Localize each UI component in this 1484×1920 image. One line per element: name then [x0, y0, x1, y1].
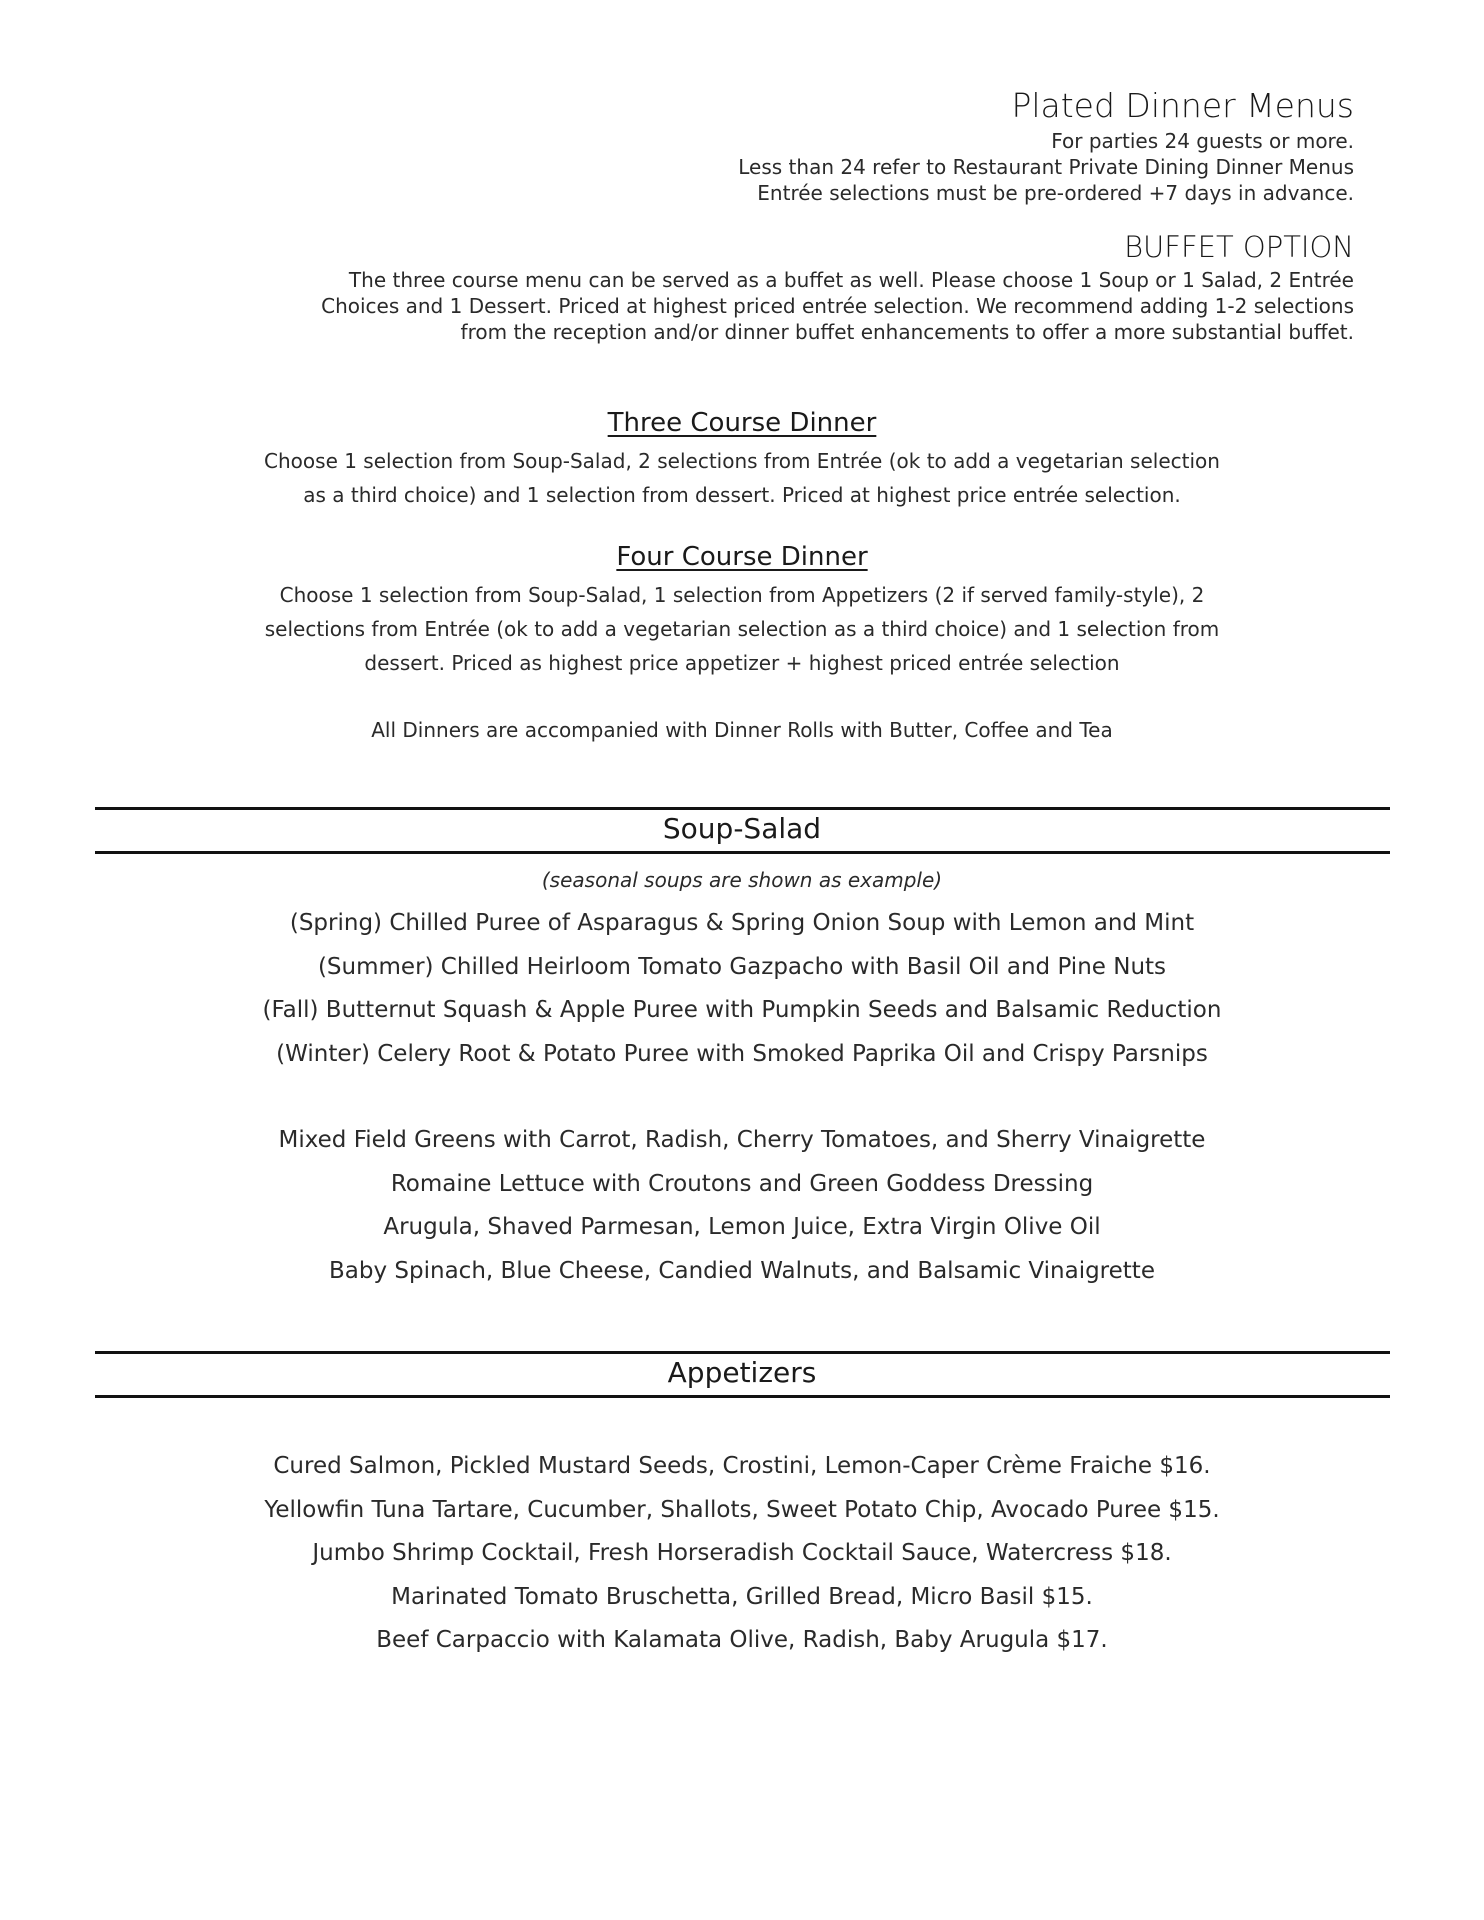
four-course-block	[0, 542, 1484, 680]
salad-list	[0, 1119, 1484, 1293]
section-divider	[95, 851, 1390, 854]
three-course-line: as a third choice) and 1 selection from dessert. Priced at highest price entrée selection.	[303, 483, 1181, 507]
three-course-block	[0, 408, 1484, 512]
list-item: Beef Carpaccio with Kalamata Olive, Radish, Baby Arugula $17.	[376, 1627, 1108, 1653]
soup-salad-title: Soup-Salad	[662, 812, 822, 845]
buffet-line: from the reception and/or dinner buffet enhancements to offer a more substantial buffet.	[460, 319, 1354, 344]
seasonal-note: (seasonal soups are shown as example)	[541, 868, 943, 892]
buffet-line: The three course menu can be served as a buffet as well. Please choose 1 Soup or 1 Salad, 2 Entrée	[348, 267, 1354, 292]
three-course-line: Choose 1 selection from Soup-Salad, 2 selections from Entrée (ok to add a vegetarian selection	[264, 449, 1220, 473]
four-course-line: dessert. Priced as highest price appetizer + highest priced entrée selection	[364, 651, 1120, 675]
accompaniment-note: All Dinners are accompanied with Dinner Rolls with Butter, Coffee and Tea	[371, 718, 1113, 742]
header-line: For parties 24 guests or more.	[1051, 128, 1354, 153]
page-title: Plated Dinner Menus	[1011, 86, 1354, 125]
list-item: Mixed Field Greens with Carrot, Radish, Cherry Tomatoes, and Sherry Vinaigrette	[278, 1127, 1206, 1153]
list-item: (Spring) Chilled Puree of Asparagus & Spring Onion Soup with Lemon and Mint	[289, 910, 1195, 936]
header-line: Entrée selections must be pre-ordered +7 days in advance.	[757, 180, 1354, 205]
list-item: Jumbo Shrimp Cocktail, Fresh Horseradish Cocktail Sauce, Watercress $18.	[312, 1540, 1172, 1566]
four-course-line: Choose 1 selection from Soup-Salad, 1 selection from Appetizers (2 if served family-style), 2	[279, 583, 1205, 607]
section-divider	[95, 1395, 1390, 1398]
buffet-title: BUFFET OPTION	[1124, 230, 1354, 264]
list-item: Yellowfin Tuna Tartare, Cucumber, Shallots, Sweet Potato Chip, Avocado Puree $15.	[264, 1496, 1220, 1523]
list-item: Cured Salmon, Pickled Mustard Seeds, Crostini, Lemon-Caper Crème Fraiche $16.	[273, 1453, 1211, 1479]
list-item: (Fall) Butternut Squash & Apple Puree with Pumpkin Seeds and Balsamic Reduction	[262, 997, 1222, 1023]
list-item: (Summer) Chilled Heirloom Tomato Gazpacho with Basil Oil and Pine Nuts	[317, 953, 1167, 980]
section-divider	[95, 1351, 1390, 1354]
three-course-title: Three Course Dinner	[607, 408, 877, 438]
four-course-line: selections from Entrée (ok to add a vegetarian selection as a third choice) and 1 selection from	[264, 617, 1220, 641]
header-line: Less than 24 refer to Restaurant Private Dining Dinner Menus	[738, 154, 1354, 179]
buffet-block	[204, 230, 1354, 345]
four-course-title: Four Course Dinner	[616, 542, 868, 572]
header-block	[738, 86, 1354, 206]
section-divider	[95, 807, 1390, 810]
appetizers-title: Appetizers	[667, 1356, 817, 1389]
list-item: Romaine Lettuce with Croutons and Green Goddess Dressing	[390, 1170, 1094, 1197]
appetizer-list	[0, 1445, 1484, 1663]
list-item: (Winter) Celery Root & Potato Puree with Smoked Paprika Oil and Crispy Parsnips	[276, 1040, 1208, 1067]
buffet-line: Choices and 1 Dessert. Priced at highest priced entrée selection. We recommend adding 1-2 selections	[321, 293, 1354, 318]
list-item: Arugula, Shaved Parmesan, Lemon Juice, Extra Virgin Olive Oil	[383, 1214, 1101, 1240]
soup-list	[0, 902, 1484, 1076]
list-item: Marinated Tomato Bruschetta, Grilled Bread, Micro Basil $15.	[391, 1583, 1093, 1610]
list-item: Baby Spinach, Blue Cheese, Candied Walnuts, and Balsamic Vinaigrette	[329, 1257, 1155, 1284]
